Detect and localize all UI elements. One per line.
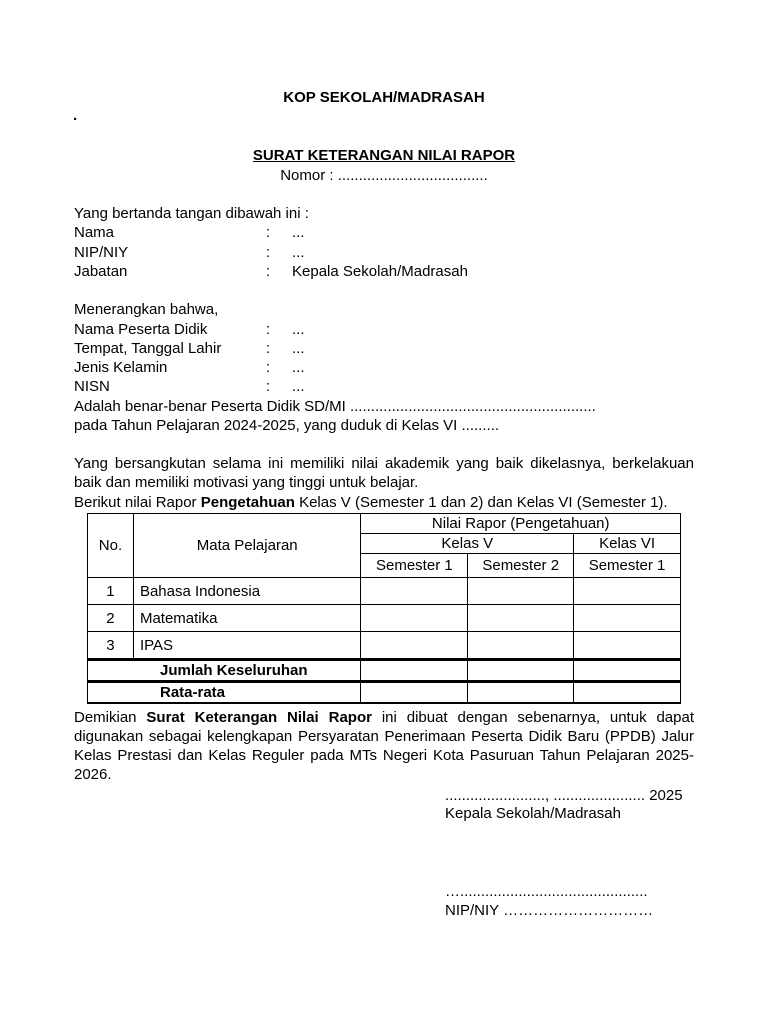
table-header-row (88, 514, 681, 534)
grade-cell[interactable] (574, 682, 681, 704)
average-row (88, 682, 681, 704)
field-label: NISN (74, 378, 110, 395)
field-label: NIP/NIY (74, 244, 129, 261)
letter-title: SURAT KETERANGAN NILAI RAPOR (252, 147, 516, 164)
field-value: ... (292, 244, 305, 261)
header-class-vi: Kelas VI (574, 534, 681, 554)
field-label: Jabatan (74, 263, 128, 280)
grade-cell[interactable] (574, 660, 681, 682)
signature-role: Kepala Sekolah/Madrasah (445, 805, 621, 822)
row-no: 2 (88, 605, 134, 632)
table-row (88, 632, 681, 660)
field-value: Kepala Sekolah/Madrasah (292, 263, 468, 280)
header-subject: Mata Pelajaran (133, 514, 360, 578)
table-row (88, 605, 681, 632)
table-row (88, 578, 681, 605)
total-label: Jumlah Keseluruhan (88, 660, 361, 682)
field-value: ... (292, 224, 305, 241)
field-label: Jenis Kelamin (74, 359, 168, 376)
total-row (88, 660, 681, 682)
grade-cell[interactable] (361, 578, 468, 605)
header-group: Nilai Rapor (Pengetahuan) (361, 514, 681, 534)
grades-intro-bold: Pengetahuan (200, 494, 295, 511)
letter-number: Nomor : .................................... (280, 167, 488, 184)
closing-post: ini dibuat dengan sebenarnya, untuk dapat digunakan sebagai kelengkapan Persyaratan Penerimaan Peserta Didik Baru (PPDB) Jalur Kelas Prestasi dan Kelas Reguler pada MTs Negeri Kota Pasuruan Tahun Pelajaran 2025-2026. (74, 709, 694, 783)
field-label: Nama Peserta Didik (74, 321, 208, 338)
grades-intro-post: Kelas V (Semester 1 dan 2) dan Kelas VI (Semester 1). (294, 494, 668, 511)
header-sem2: Semester 2 (468, 554, 574, 578)
field-colon: : (266, 321, 271, 338)
grade-cell[interactable] (574, 578, 681, 605)
field-value: ... (292, 378, 305, 395)
row-no: 3 (88, 632, 134, 660)
grades-table (87, 513, 681, 704)
field-colon: : (266, 263, 271, 280)
signature-nip-line: NIP/NIY ………………………… (445, 902, 654, 919)
student-intro: Menerangkan bahwa, (74, 301, 219, 318)
grades-intro-pre: Berikut nilai Rapor (74, 494, 201, 511)
student-year-line: pada Tahun Pelajaran 2024-2025, yang duduk di Kelas VI ......... (74, 417, 500, 434)
closing-bold: Surat Keterangan Nilai Rapor (146, 709, 372, 726)
row-subject: Matematika (133, 605, 360, 632)
closing-paragraph (74, 708, 694, 784)
row-subject: IPAS (133, 632, 360, 660)
field-colon: : (266, 359, 271, 376)
field-label: Tempat, Tanggal Lahir (74, 340, 222, 357)
grade-cell[interactable] (468, 578, 574, 605)
grade-cell[interactable] (468, 632, 574, 660)
closing-pre: Demikian (74, 709, 147, 726)
grade-cell[interactable] (361, 660, 468, 682)
field-value: ... (292, 359, 305, 376)
signature-place-date: ........................, ...................... 2025 (445, 787, 683, 804)
academic-paragraph: Yang bersangkutan selama ini memiliki nilai akademik yang baik dikelasnya, berkelakuan baik dan memiliki motivasi yang tinggi untuk belajar. (74, 455, 694, 491)
row-no: 1 (88, 578, 134, 605)
field-colon: : (266, 244, 271, 261)
header-sem1: Semester 1 (361, 554, 468, 578)
signature-name-line: …............................................. (445, 883, 648, 900)
signer-intro: Yang bertanda tangan dibawah ini : (74, 205, 309, 222)
header-dot: . (73, 107, 78, 124)
field-label: Nama (74, 224, 115, 241)
student-school-line: Adalah benar-benar Peserta Didik SD/MI ........................................................... (74, 398, 596, 415)
grade-cell[interactable] (361, 632, 468, 660)
header-sem1b: Semester 1 (574, 554, 681, 578)
field-value: ... (292, 321, 305, 338)
header-no: No. (88, 514, 134, 578)
grades-intro (74, 493, 668, 512)
field-value: ... (292, 340, 305, 357)
average-label: Rata-rata (88, 682, 361, 704)
grade-cell[interactable] (574, 605, 681, 632)
grade-cell[interactable] (361, 605, 468, 632)
grade-cell[interactable] (574, 632, 681, 660)
grade-cell[interactable] (468, 660, 574, 682)
field-colon: : (266, 340, 271, 357)
grade-cell[interactable] (468, 605, 574, 632)
field-colon: : (266, 378, 271, 395)
field-colon: : (266, 224, 271, 241)
grade-cell[interactable] (468, 682, 574, 704)
grade-cell[interactable] (361, 682, 468, 704)
header-class-v: Kelas V (361, 534, 574, 554)
row-subject: Bahasa Indonesia (133, 578, 360, 605)
kop-heading: KOP SEKOLAH/MADRASAH (283, 89, 485, 106)
